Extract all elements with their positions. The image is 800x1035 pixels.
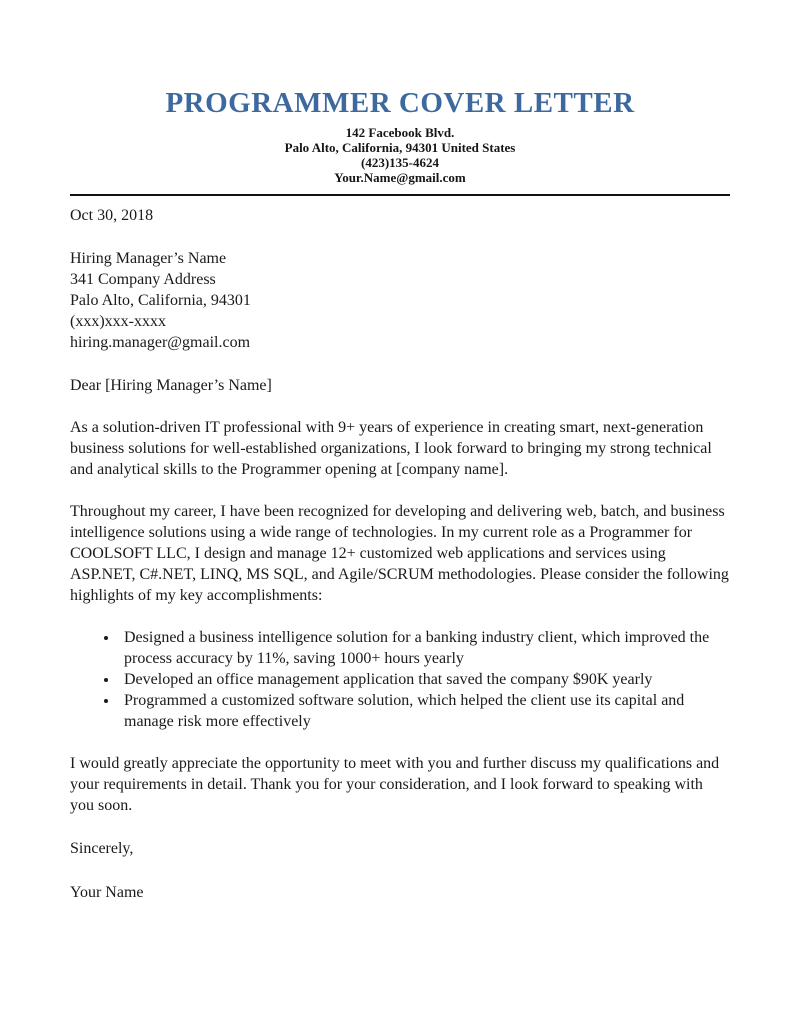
accomplishment-item: • Designed a business intelligence solution for a banking industry client, which improved the process accuracy by 11%, saving 1000+ hours yearly: [119, 627, 730, 669]
sender-city: Palo Alto, California, 94301 United States: [284, 139, 516, 155]
experience-paragraph: Throughout my career, I have been recognized for developing and delivering web, batch, and business intelligence solutions using a wide range of technologies. In my current role as a Programmer for COOLSOFT LLC, I design and manage 12+ customized web applications and services using ASP.NET, C#.NET, LINQ, MS SQL, and Agile/SCRUM methodologies. Please consider the following highlights of my key accomplishments:: [70, 502, 729, 604]
letter-date: Oct 30, 2018: [70, 206, 154, 224]
sender-street: 142 Facebook Blvd.: [345, 124, 455, 140]
accomplishment-item: • Programmed a customized software solution, which helped the client use its capital and manage risk more effectively: [119, 690, 730, 732]
accomplishment-item: • Developed an office management application that saved the company $90K yearly: [119, 669, 730, 690]
sender-email: Your.Name@gmail.com: [334, 169, 466, 185]
closing-paragraph: I would greatly appreciate the opportunity to meet with you and further discuss my qualifications and your requirements in detail. Thank you for your consideration, and I look forward to speaking with you soon.: [70, 754, 720, 814]
accomplishments-list: [70, 627, 730, 732]
salutation: Dear [Hiring Manager’s Name]: [70, 376, 272, 394]
letter-body: [70, 205, 730, 903]
recipient-block: [70, 248, 730, 353]
header-divider: [70, 194, 730, 196]
sender-address-block: [70, 125, 730, 185]
recipient-email: hiring.manager@gmail.com: [70, 333, 251, 351]
valediction: Sincerely,: [70, 839, 134, 857]
recipient-name: Hiring Manager’s Name: [70, 249, 227, 267]
sender-phone: (423)135-4624: [361, 154, 439, 170]
intro-paragraph: As a solution-driven IT professional with 9+ years of experience in creating smart, next-generation business solutions for well-established organizations, I look forward to bringing my strong technical and analytical skills to the Programmer opening at [company name].: [70, 418, 712, 478]
letter-header: [70, 88, 730, 185]
recipient-phone: (xxx)xxx-xxxx: [70, 312, 166, 330]
page-title: PROGRAMMER COVER LETTER: [165, 87, 635, 119]
recipient-street: 341 Company Address: [70, 270, 216, 288]
recipient-city: Palo Alto, California, 94301: [70, 291, 251, 309]
signature-name: Your Name: [70, 883, 144, 901]
